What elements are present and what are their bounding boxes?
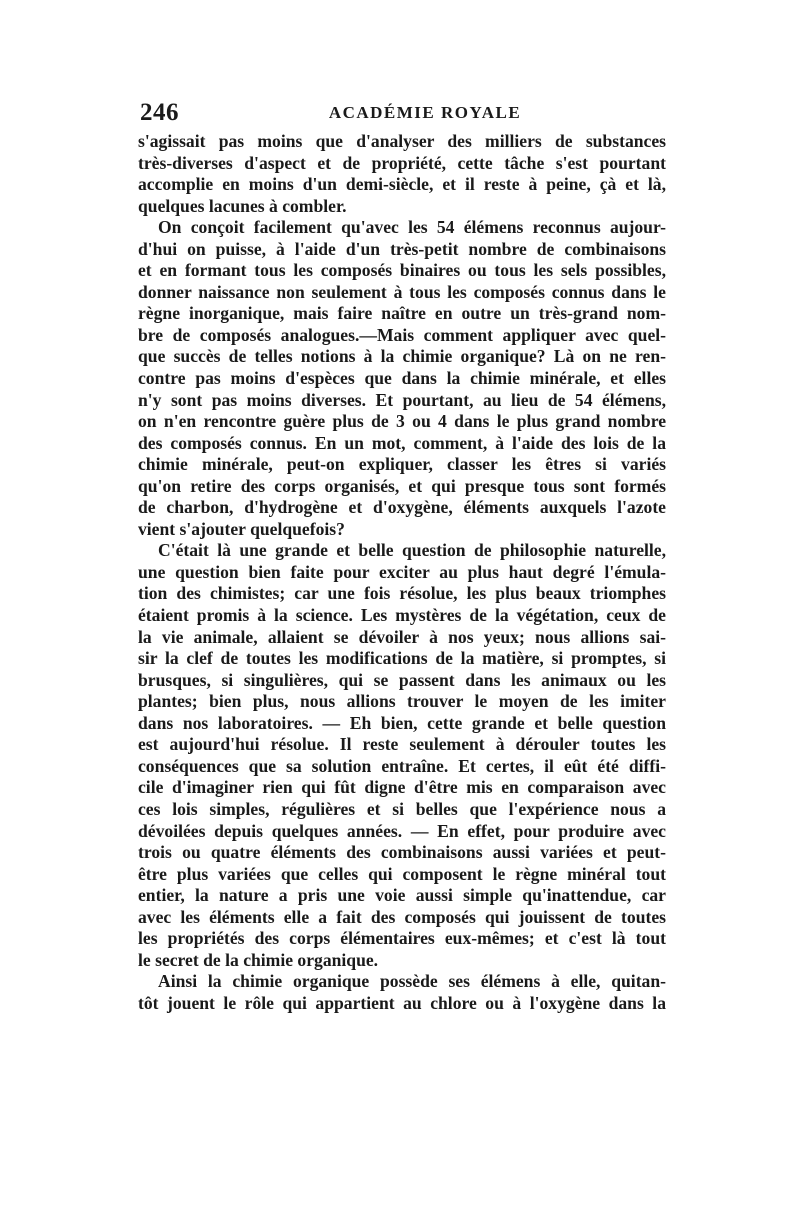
text-line: être plus variées que celles qui composent le règne minéral tout [138,863,666,884]
text-line: et en formant tous les composés binaires ou tous les sels possibles, [138,260,666,281]
text-line: tôt jouent le rôle qui appartient au chlore ou à l'oxygène dans la [138,992,666,1013]
text-line: dévoilées depuis quelques années. — En effet, pour produire avec [138,820,666,841]
body-text [138,131,666,1014]
page-header [140,99,660,129]
text-line: que succès de telles notions à la chimie organique? Là on ne ren- [138,346,666,367]
text-line: tion des chimistes; car une fois résolue, les plus beaux triomphes [138,583,666,604]
text-line: bre de composés analogues.—Mais comment appliquer avec quel- [138,324,666,345]
text-line: est aujourd'hui résolue. Il reste seulement à dérouler toutes les [138,734,666,755]
text-line: quelques lacunes à combler. [138,195,347,216]
text-line: s'agissait pas moins que d'analyser des milliers de substances [138,131,666,151]
text-line: ces lois simples, régulières et si belles que l'expérience nous a [138,798,666,819]
running-title: ACADÉMIE ROYALE [328,103,522,122]
paragraph-start-line: Ainsi la chimie organique possède ses élémens à elle, quitan- [158,971,666,992]
text-line: plantes; bien plus, nous allions trouver le moyen de les imiter [138,691,666,712]
text-line: qu'on retire des corps organisés, et qui presque tous sont formés [138,475,666,496]
text-line: d'hui on puisse, à l'aide d'un très-petit nombre de combinaisons [138,238,666,259]
text-line: cile d'imaginer rien qui fût digne d'être mis en comparaison avec [138,777,666,798]
text-line: n'y sont pas moins diverses. Et pourtant, au lieu de 54 élémens, [138,389,666,410]
text-line: chimie minérale, peut-on expliquer, classer les êtres si variés [138,454,666,475]
paragraph-start-line: On conçoit facilement qu'avec les 54 élémens reconnus aujour- [158,217,666,238]
text-line: on n'en rencontre guère plus de 3 ou 4 dans le plus grand nombre [138,411,666,432]
text-line: contre pas moins d'espèces que dans la chimie minérale, et elles [138,368,666,389]
text-line: des composés connus. En un mot, comment, à l'aide des lois de la [138,432,666,453]
text-line: sir la clef de toutes les modifications de la matière, si promptes, si [138,648,666,669]
text-line: très-diverses d'aspect et de propriété, cette tâche s'est pourtant [138,152,666,173]
text-line: accomplie en moins d'un demi-siècle, et il reste à peine, çà et là, [138,174,666,195]
text-line: règne inorganique, mais faire naître en outre un très-grand nom- [138,303,666,324]
text-line: vient s'ajouter quelquefois? [138,518,345,539]
text-line: brusques, si singulières, qui se passent dans les animaux ou les [138,669,666,690]
text-line: de charbon, d'hydrogène et d'oxygène, éléments auxquels l'azote [138,497,666,518]
text-line: étaient promis à la science. Les mystères de la végétation, ceux de [138,605,666,626]
text-line: entier, la nature a pris une voie aussi simple qu'inattendue, car [138,885,666,906]
text-line: avec les éléments elle a fait des composés qui jouissent de toutes [138,906,666,927]
text-line: dans nos laboratoires. — Eh bien, cette grande et belle question [138,712,666,733]
text-line: trois ou quatre éléments des combinaisons aussi variées et peut- [138,842,666,863]
text-line: donner naissance non seulement à tous les composés connus dans le [138,281,666,302]
text-line: la vie animale, allaient se dévoiler à nos yeux; nous allions sai- [138,626,666,647]
text-line: les propriétés des corps élémentaires eux-mêmes; et c'est là tout [138,928,666,949]
paragraph-start-line: C'était là une grande et belle question de philosophie naturelle, [158,540,666,561]
text-line: le secret de la chimie organique. [138,949,379,970]
page-number: 246 [140,99,179,126]
text-line: une question bien faite pour exciter au plus haut degré l'émula- [138,561,666,582]
text-line: conséquences que sa solution entraîne. Et certes, il eût été diffi- [138,755,666,776]
